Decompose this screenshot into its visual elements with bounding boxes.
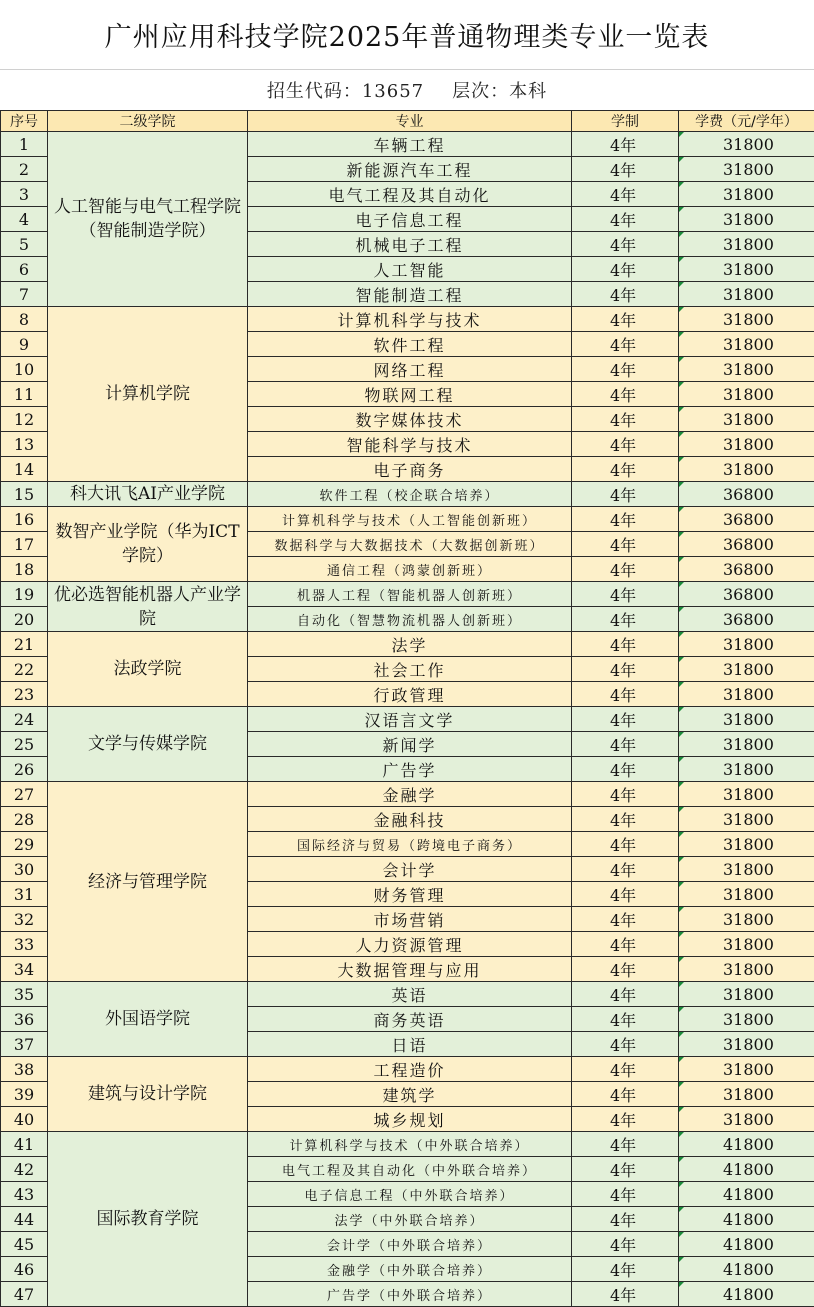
cell-fee[interactable]: 31800 <box>679 632 814 657</box>
cell-fee[interactable]: 31800 <box>679 707 814 732</box>
cell-major[interactable]: 金融学（中外联合培养） <box>248 1257 572 1282</box>
cell-years[interactable]: 4年 <box>572 157 679 182</box>
cell-no[interactable]: 39 <box>1 1082 48 1107</box>
cell-major[interactable]: 汉语言文学 <box>248 707 572 732</box>
cell-fee[interactable]: 31800 <box>679 257 814 282</box>
cell-major[interactable]: 网络工程 <box>248 357 572 382</box>
cell-years[interactable]: 4年 <box>572 1257 679 1282</box>
cell-no[interactable]: 33 <box>1 932 48 957</box>
cell-years[interactable]: 4年 <box>572 1057 679 1082</box>
cell-department[interactable]: 计算机学院 <box>48 307 248 482</box>
cell-major[interactable]: 计算机科学与技术（人工智能创新班） <box>248 507 572 532</box>
cell-major[interactable]: 电子信息工程（中外联合培养） <box>248 1182 572 1207</box>
cell-major[interactable]: 新能源汽车工程 <box>248 157 572 182</box>
cell-no[interactable]: 31 <box>1 882 48 907</box>
cell-fee[interactable]: 31800 <box>679 432 814 457</box>
cell-major[interactable]: 广告学 <box>248 757 572 782</box>
cell-no[interactable]: 29 <box>1 832 48 857</box>
cell-years[interactable]: 4年 <box>572 732 679 757</box>
cell-years[interactable]: 4年 <box>572 807 679 832</box>
cell-department[interactable]: 数智产业学院（华为ICT学院） <box>48 507 248 582</box>
cell-years[interactable]: 4年 <box>572 932 679 957</box>
cell-fee[interactable]: 31800 <box>679 807 814 832</box>
cell-fee[interactable]: 31800 <box>679 1057 814 1082</box>
cell-department[interactable]: 科大讯飞AI产业学院 <box>48 482 248 507</box>
table-row <box>1 632 814 657</box>
table-row <box>1 707 814 732</box>
cell-no[interactable]: 25 <box>1 732 48 757</box>
cell-fee[interactable]: 31800 <box>679 332 814 357</box>
table-row <box>1 307 814 332</box>
cell-fee[interactable]: 31800 <box>679 457 814 482</box>
table-body <box>1 132 814 1307</box>
cell-major[interactable]: 电气工程及其自动化（中外联合培养） <box>248 1157 572 1182</box>
cell-years[interactable]: 4年 <box>572 432 679 457</box>
cell-fee[interactable]: 41800 <box>679 1157 814 1182</box>
cell-years[interactable]: 4年 <box>572 482 679 507</box>
cell-major[interactable]: 商务英语 <box>248 1007 572 1032</box>
cell-years[interactable]: 4年 <box>572 1182 679 1207</box>
cell-no[interactable]: 7 <box>1 282 48 307</box>
cell-no[interactable]: 35 <box>1 982 48 1007</box>
cell-major[interactable]: 城乡规划 <box>248 1107 572 1132</box>
education-level: 层次：本科 <box>452 77 547 103</box>
cell-fee[interactable]: 31800 <box>679 1082 814 1107</box>
cell-major[interactable]: 市场营销 <box>248 907 572 932</box>
cell-years[interactable]: 4年 <box>572 357 679 382</box>
table-row <box>1 982 814 1007</box>
table-row <box>1 1132 814 1157</box>
cell-no[interactable]: 22 <box>1 657 48 682</box>
cell-no[interactable]: 23 <box>1 682 48 707</box>
cell-major[interactable]: 人工智能 <box>248 257 572 282</box>
cell-fee[interactable]: 31800 <box>679 1007 814 1032</box>
cell-years[interactable]: 4年 <box>572 582 679 607</box>
cell-department[interactable]: 文学与传媒学院 <box>48 707 248 782</box>
cell-years[interactable]: 4年 <box>572 557 679 582</box>
cell-major[interactable]: 金融学 <box>248 782 572 807</box>
cell-major[interactable]: 物联网工程 <box>248 382 572 407</box>
cell-major[interactable]: 会计学 <box>248 857 572 882</box>
cell-years[interactable]: 4年 <box>572 1232 679 1257</box>
cell-years[interactable]: 4年 <box>572 982 679 1007</box>
cell-years[interactable]: 4年 <box>572 857 679 882</box>
cell-no[interactable]: 38 <box>1 1057 48 1082</box>
cell-years[interactable]: 4年 <box>572 132 679 157</box>
cell-fee[interactable]: 31800 <box>679 957 814 982</box>
cell-years[interactable]: 4年 <box>572 507 679 532</box>
cell-years[interactable]: 4年 <box>572 1157 679 1182</box>
cell-major[interactable]: 行政管理 <box>248 682 572 707</box>
cell-fee[interactable]: 31800 <box>679 682 814 707</box>
cell-fee[interactable]: 41800 <box>679 1207 814 1232</box>
cell-no[interactable]: 27 <box>1 782 48 807</box>
cell-major[interactable]: 法学 <box>248 632 572 657</box>
cell-major[interactable]: 英语 <box>248 982 572 1007</box>
cell-fee[interactable]: 31800 <box>679 157 814 182</box>
cell-fee[interactable]: 31800 <box>679 407 814 432</box>
cell-no[interactable]: 17 <box>1 532 48 557</box>
cell-fee[interactable]: 41800 <box>679 1182 814 1207</box>
cell-no[interactable]: 36 <box>1 1007 48 1032</box>
cell-no[interactable]: 32 <box>1 907 48 932</box>
cell-years[interactable]: 4年 <box>572 782 679 807</box>
cell-years[interactable]: 4年 <box>572 307 679 332</box>
cell-major[interactable]: 软件工程 <box>248 332 572 357</box>
cell-years[interactable]: 4年 <box>572 282 679 307</box>
cell-years[interactable]: 4年 <box>572 182 679 207</box>
cell-no[interactable]: 12 <box>1 407 48 432</box>
cell-no[interactable]: 46 <box>1 1257 48 1282</box>
cell-major[interactable]: 工程造价 <box>248 1057 572 1082</box>
table-row <box>1 507 814 532</box>
cell-fee[interactable]: 31800 <box>679 882 814 907</box>
cell-fee[interactable]: 31800 <box>679 782 814 807</box>
cell-fee[interactable]: 36800 <box>679 507 814 532</box>
header-fee[interactable]: 学费（元/学年） <box>679 111 814 132</box>
cell-years[interactable]: 4年 <box>572 457 679 482</box>
table-row <box>1 482 814 507</box>
header-dept[interactable]: 二级学院 <box>48 111 248 132</box>
cell-years[interactable]: 4年 <box>572 407 679 432</box>
cell-major[interactable]: 日语 <box>248 1032 572 1057</box>
cell-fee[interactable]: 31800 <box>679 307 814 332</box>
cell-major[interactable]: 智能制造工程 <box>248 282 572 307</box>
cell-no[interactable]: 28 <box>1 807 48 832</box>
cell-years[interactable]: 4年 <box>572 907 679 932</box>
cell-no[interactable]: 1 <box>1 132 48 157</box>
header-major[interactable]: 专业 <box>248 111 572 132</box>
cell-years[interactable]: 4年 <box>572 382 679 407</box>
cell-major[interactable]: 计算机科学与技术（中外联合培养） <box>248 1132 572 1157</box>
cell-fee[interactable]: 31800 <box>679 182 814 207</box>
cell-department[interactable]: 优必选智能机器人产业学院 <box>48 582 248 632</box>
cell-major[interactable]: 建筑学 <box>248 1082 572 1107</box>
cell-major[interactable]: 金融科技 <box>248 807 572 832</box>
cell-years[interactable]: 4年 <box>572 1207 679 1232</box>
cell-fee[interactable]: 31800 <box>679 232 814 257</box>
cell-major[interactable]: 电子商务 <box>248 457 572 482</box>
cell-no[interactable]: 19 <box>1 582 48 607</box>
cell-fee[interactable]: 31800 <box>679 1032 814 1057</box>
cell-major[interactable]: 社会工作 <box>248 657 572 682</box>
table-row <box>1 132 814 157</box>
cell-no[interactable]: 34 <box>1 957 48 982</box>
cell-fee[interactable]: 31800 <box>679 207 814 232</box>
cell-department[interactable]: 人工智能与电气工程学院（智能制造学院） <box>48 132 248 307</box>
subtitle <box>0 70 814 110</box>
cell-fee[interactable]: 31800 <box>679 282 814 307</box>
cell-fee[interactable]: 31800 <box>679 982 814 1007</box>
table-row <box>1 1057 814 1082</box>
cell-no[interactable]: 4 <box>1 207 48 232</box>
cell-no[interactable]: 6 <box>1 257 48 282</box>
cell-no[interactable]: 2 <box>1 157 48 182</box>
cell-years[interactable]: 4年 <box>572 332 679 357</box>
cell-no[interactable]: 3 <box>1 182 48 207</box>
cell-department[interactable]: 外国语学院 <box>48 982 248 1057</box>
cell-major[interactable]: 通信工程（鸿蒙创新班） <box>248 557 572 582</box>
cell-years[interactable]: 4年 <box>572 632 679 657</box>
cell-major[interactable]: 人力资源管理 <box>248 932 572 957</box>
cell-years[interactable]: 4年 <box>572 832 679 857</box>
cell-no[interactable]: 13 <box>1 432 48 457</box>
cell-fee[interactable]: 31800 <box>679 657 814 682</box>
table-header-row <box>1 111 814 132</box>
cell-years[interactable]: 4年 <box>572 257 679 282</box>
cell-years[interactable]: 4年 <box>572 532 679 557</box>
cell-fee[interactable]: 31800 <box>679 1107 814 1132</box>
cell-fee[interactable]: 41800 <box>679 1132 814 1157</box>
cell-fee[interactable]: 36800 <box>679 607 814 632</box>
cell-no[interactable]: 47 <box>1 1282 48 1307</box>
cell-fee[interactable]: 41800 <box>679 1282 814 1307</box>
table-row <box>1 582 814 607</box>
cell-fee[interactable]: 31800 <box>679 907 814 932</box>
cell-fee[interactable]: 41800 <box>679 1232 814 1257</box>
cell-fee[interactable]: 31800 <box>679 732 814 757</box>
page-title: 广州应用科技学院2025年普通物理类专业一览表 <box>0 0 814 70</box>
cell-years[interactable]: 4年 <box>572 1107 679 1132</box>
majors-table <box>0 110 814 1307</box>
cell-fee[interactable]: 31800 <box>679 857 814 882</box>
cell-years[interactable]: 4年 <box>572 757 679 782</box>
cell-no[interactable]: 11 <box>1 382 48 407</box>
cell-major[interactable]: 新闻学 <box>248 732 572 757</box>
table-row <box>1 782 814 807</box>
cell-major[interactable]: 数据科学与大数据技术（大数据创新班） <box>248 532 572 557</box>
cell-no[interactable]: 18 <box>1 557 48 582</box>
cell-no[interactable]: 42 <box>1 1157 48 1182</box>
cell-fee[interactable]: 31800 <box>679 832 814 857</box>
enrollment-code: 招生代码：13657 <box>267 77 424 103</box>
cell-major[interactable]: 财务管理 <box>248 882 572 907</box>
cell-years[interactable]: 4年 <box>572 957 679 982</box>
cell-years[interactable]: 4年 <box>572 657 679 682</box>
cell-major[interactable]: 数字媒体技术 <box>248 407 572 432</box>
cell-major[interactable]: 法学（中外联合培养） <box>248 1207 572 1232</box>
cell-no[interactable]: 16 <box>1 507 48 532</box>
header-no[interactable]: 序号 <box>1 111 48 132</box>
cell-no[interactable]: 24 <box>1 707 48 732</box>
cell-years[interactable]: 4年 <box>572 232 679 257</box>
cell-years[interactable]: 4年 <box>572 1007 679 1032</box>
cell-fee[interactable]: 31800 <box>679 932 814 957</box>
cell-major[interactable]: 大数据管理与应用 <box>248 957 572 982</box>
cell-fee[interactable]: 36800 <box>679 582 814 607</box>
cell-department[interactable]: 国际教育学院 <box>48 1132 248 1307</box>
cell-no[interactable]: 15 <box>1 482 48 507</box>
cell-major[interactable]: 电子信息工程 <box>248 207 572 232</box>
cell-major[interactable]: 自动化（智慧物流机器人创新班） <box>248 607 572 632</box>
cell-years[interactable]: 4年 <box>572 1082 679 1107</box>
cell-fee[interactable]: 36800 <box>679 482 814 507</box>
cell-department[interactable]: 经济与管理学院 <box>48 782 248 982</box>
cell-years[interactable]: 4年 <box>572 1032 679 1057</box>
cell-no[interactable]: 30 <box>1 857 48 882</box>
cell-department[interactable]: 法政学院 <box>48 632 248 707</box>
cell-no[interactable]: 44 <box>1 1207 48 1232</box>
header-years[interactable]: 学制 <box>572 111 679 132</box>
cell-no[interactable]: 40 <box>1 1107 48 1132</box>
cell-fee[interactable]: 36800 <box>679 557 814 582</box>
cell-fee[interactable]: 31800 <box>679 757 814 782</box>
cell-years[interactable]: 4年 <box>572 707 679 732</box>
cell-major[interactable]: 电气工程及其自动化 <box>248 182 572 207</box>
cell-no[interactable]: 21 <box>1 632 48 657</box>
cell-major[interactable]: 会计学（中外联合培养） <box>248 1232 572 1257</box>
cell-major[interactable]: 软件工程（校企联合培养） <box>248 482 572 507</box>
cell-no[interactable]: 26 <box>1 757 48 782</box>
cell-no[interactable]: 14 <box>1 457 48 482</box>
cell-fee[interactable]: 41800 <box>679 1257 814 1282</box>
cell-fee[interactable]: 36800 <box>679 532 814 557</box>
cell-department[interactable]: 建筑与设计学院 <box>48 1057 248 1132</box>
cell-fee[interactable]: 31800 <box>679 382 814 407</box>
cell-major[interactable]: 车辆工程 <box>248 132 572 157</box>
cell-no[interactable]: 37 <box>1 1032 48 1057</box>
cell-years[interactable]: 4年 <box>572 882 679 907</box>
cell-fee[interactable]: 31800 <box>679 357 814 382</box>
cell-no[interactable]: 8 <box>1 307 48 332</box>
cell-major[interactable]: 机器人工程（智能机器人创新班） <box>248 582 572 607</box>
cell-years[interactable]: 4年 <box>572 682 679 707</box>
cell-years[interactable]: 4年 <box>572 1282 679 1307</box>
cell-no[interactable]: 5 <box>1 232 48 257</box>
cell-no[interactable]: 9 <box>1 332 48 357</box>
cell-no[interactable]: 43 <box>1 1182 48 1207</box>
cell-major[interactable]: 机械电子工程 <box>248 232 572 257</box>
cell-major[interactable]: 智能科学与技术 <box>248 432 572 457</box>
cell-major[interactable]: 计算机科学与技术 <box>248 307 572 332</box>
cell-years[interactable]: 4年 <box>572 607 679 632</box>
cell-major[interactable]: 广告学（中外联合培养） <box>248 1282 572 1307</box>
cell-no[interactable]: 20 <box>1 607 48 632</box>
cell-no[interactable]: 45 <box>1 1232 48 1257</box>
cell-fee[interactable]: 31800 <box>679 132 814 157</box>
cell-years[interactable]: 4年 <box>572 1132 679 1157</box>
cell-no[interactable]: 41 <box>1 1132 48 1157</box>
cell-no[interactable]: 10 <box>1 357 48 382</box>
cell-years[interactable]: 4年 <box>572 207 679 232</box>
cell-major[interactable]: 国际经济与贸易（跨境电子商务） <box>248 832 572 857</box>
